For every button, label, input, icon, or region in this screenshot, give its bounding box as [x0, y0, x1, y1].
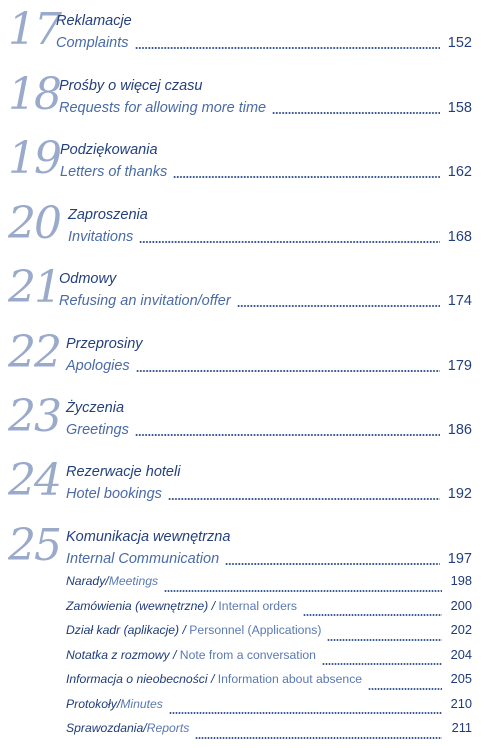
- dot-leader: [135, 434, 440, 436]
- page-number: 174: [447, 293, 472, 309]
- chapter-entry-line: [66, 549, 472, 569]
- chapter-title-pl: Podziękowania: [60, 142, 158, 158]
- dot-leader: [272, 112, 440, 114]
- toc-chapter-21[interactable]: [0, 264, 488, 322]
- chapter-number: 20: [8, 198, 60, 249]
- chapter-title-pl: Odmowy: [59, 271, 117, 287]
- dot-leader: [169, 712, 442, 714]
- dot-leader: [195, 737, 442, 739]
- subsection-title-pl: Notatka z rozmowy: [66, 647, 170, 662]
- chapter-number: 19: [8, 133, 60, 184]
- chapter-title-en: Internal Communication: [66, 551, 220, 567]
- chapter-title-en: Invitations: [68, 229, 134, 245]
- subsection-title-pl: Protokoły: [66, 696, 117, 711]
- chapter-title-pl: Komunikacja wewnętrzna: [66, 529, 231, 545]
- subsection-title-pl: Sprawozdania: [66, 721, 144, 735]
- page-number: 205: [450, 671, 472, 686]
- chapter-entry-line: [68, 227, 472, 247]
- dot-leader: [168, 498, 440, 500]
- chapter-number: 17: [8, 4, 60, 55]
- subsection-separator: /: [179, 623, 190, 637]
- page-number: 152: [447, 35, 472, 51]
- page-number: 211: [451, 720, 472, 735]
- subsection-title: [66, 597, 297, 615]
- toc-subsection[interactable]: [66, 695, 472, 720]
- chapter-entry-line: [66, 356, 472, 376]
- chapter-entry-line: [56, 33, 472, 53]
- chapter-number: 25: [8, 520, 60, 571]
- chapter-title-en: Hotel bookings: [66, 486, 162, 502]
- page-number: 202: [450, 622, 472, 637]
- chapter-title-en: Greetings: [66, 422, 129, 438]
- chapter-title-en: Apologies: [66, 358, 130, 374]
- subsection-title-en: Personnel (Applications): [189, 623, 322, 637]
- subsection-title-pl: Dział kadr (aplikacje): [66, 623, 180, 637]
- toc-subsection[interactable]: [66, 572, 472, 597]
- toc-subsection[interactable]: [66, 646, 472, 671]
- chapter-25-subsections: [66, 572, 472, 744]
- subsection-title-pl: Informacja o nieobecności: [66, 672, 208, 686]
- subsection-separator: /: [116, 696, 121, 711]
- toc-chapter-22[interactable]: [0, 329, 488, 387]
- dot-leader: [322, 663, 442, 665]
- subsection-separator: /: [143, 721, 147, 735]
- subsection-title-en: Minutes: [120, 696, 163, 711]
- chapter-entry-line: [66, 484, 472, 504]
- subsection-separator: /: [208, 598, 219, 613]
- toc-subsection[interactable]: [66, 719, 472, 744]
- page-number: 198: [450, 573, 472, 588]
- dot-leader: [327, 639, 442, 641]
- toc-subsection[interactable]: [66, 621, 472, 646]
- chapter-title-pl: Zaproszenia: [68, 207, 148, 223]
- dot-leader: [139, 241, 440, 243]
- chapter-number: 22: [8, 327, 60, 378]
- page-number: 168: [447, 229, 472, 245]
- subsection-title-en: Meetings: [108, 574, 159, 588]
- chapter-entry-line: [59, 291, 472, 311]
- page-number: 179: [447, 358, 472, 374]
- page-number: 197: [447, 551, 472, 567]
- page-number: 210: [450, 695, 472, 711]
- subsection-title: [66, 646, 316, 664]
- dot-leader: [164, 590, 442, 592]
- toc-chapter-18[interactable]: [0, 71, 488, 129]
- chapter-entry-line: [66, 420, 472, 440]
- toc-chapter-20[interactable]: [0, 200, 488, 258]
- page-number: 186: [447, 422, 472, 438]
- chapter-entry-line: [59, 98, 472, 118]
- chapter-title-en: Refusing an invitation/offer: [59, 293, 231, 309]
- dot-leader: [303, 614, 442, 616]
- dot-leader: [135, 47, 440, 49]
- chapter-number: 24: [8, 455, 60, 506]
- toc-subsection[interactable]: [66, 597, 472, 622]
- subsection-title: [66, 621, 321, 639]
- chapter-number: 21: [8, 262, 60, 313]
- subsection-separator: /: [105, 574, 109, 588]
- subsection-title-en: Internal orders: [218, 598, 298, 613]
- subsection-title: [66, 670, 362, 688]
- subsection-title: [66, 719, 189, 737]
- toc-chapter-24[interactable]: [0, 457, 488, 515]
- chapter-entry-line: [60, 162, 472, 182]
- chapter-title-pl: Życzenia: [66, 400, 125, 416]
- subsection-title: [66, 572, 158, 590]
- subsection-separator: /: [207, 672, 218, 686]
- toc-chapter-23[interactable]: [0, 393, 488, 451]
- dot-leader: [225, 563, 440, 565]
- toc-subsection[interactable]: [66, 670, 472, 695]
- subsection-title-en: Reports: [146, 721, 190, 735]
- page-number: 158: [447, 100, 472, 116]
- subsection-separator: /: [169, 647, 180, 662]
- page-number: 200: [450, 597, 472, 613]
- chapter-title-en: Letters of thanks: [60, 164, 168, 180]
- subsection-title-en: Information about absence: [217, 672, 363, 686]
- dot-leader: [237, 305, 440, 307]
- dot-leader: [136, 370, 440, 372]
- dot-leader: [173, 176, 440, 178]
- chapter-number: 18: [8, 69, 60, 120]
- chapter-title-en: Requests for allowing more time: [59, 100, 267, 116]
- toc-chapter-19[interactable]: [0, 135, 488, 193]
- chapter-number: 23: [8, 391, 60, 442]
- subsection-title: [66, 695, 163, 713]
- chapter-title-en: Complaints: [56, 35, 129, 51]
- chapter-title-pl: Prośby o więcej czasu: [59, 78, 203, 94]
- chapter-title-pl: Rezerwacje hoteli: [66, 464, 181, 480]
- toc-chapter-17[interactable]: [0, 6, 488, 64]
- page-number: 192: [447, 486, 472, 502]
- dot-leader: [368, 688, 442, 690]
- page-number: 204: [450, 646, 472, 662]
- chapter-title-pl: Przeprosiny: [66, 336, 143, 352]
- subsection-title-en: Note from a conversation: [179, 647, 316, 662]
- chapter-title-pl: Reklamacje: [56, 13, 132, 29]
- subsection-title-pl: Zamówienia (wewnętrzne): [66, 598, 209, 613]
- subsection-title-pl: Narady: [66, 574, 106, 588]
- page-number: 162: [447, 164, 472, 180]
